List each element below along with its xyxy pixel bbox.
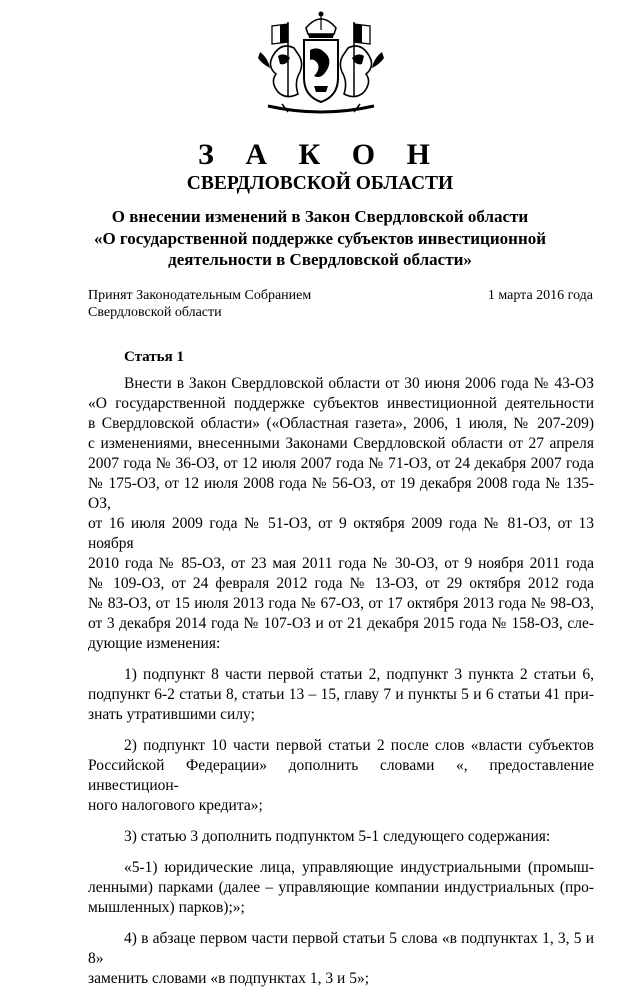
adopted-line: Свердловской области <box>88 305 222 320</box>
paragraph-line: мышленных) парков);»; <box>88 899 245 916</box>
document-subtitle: СВЕРДЛОВСКОЙ ОБЛАСТИ <box>186 173 454 194</box>
paragraph-line: 3) статью 3 дополнить подпунктом 5-1 следующего содержания: <box>124 828 551 845</box>
law-heading <box>60 206 580 271</box>
paragraph-line: № 175-ОЗ, от 12 июля 2008 года № 56-ОЗ, от 19 декабря 2008 года № 135-ОЗ, <box>88 475 594 512</box>
paragraph-line: дующие изменения: <box>88 635 221 652</box>
paragraph-line: от 3 декабря 2014 года № 107-ОЗ и от 21 декабря 2015 года № 158-ОЗ, сле- <box>88 615 594 632</box>
paragraph-line: 2) подпункт 10 части первой статьи 2 после слов «власти субъектов <box>124 737 594 754</box>
paragraph <box>88 858 594 918</box>
paragraph-line: 2010 года № 85-ОЗ, от 23 мая 2011 года № 30-ОЗ, от 9 ноября 2011 года <box>88 555 594 572</box>
paragraph-line: 2007 года № 36-ОЗ, от 12 июля 2007 года № 71-ОЗ, от 24 декабря 2007 года <box>88 455 594 472</box>
document-title: З А К О Н <box>198 138 442 171</box>
paragraph <box>88 665 594 725</box>
paragraph-line: ленными) парками (далее – управляющие компании индустриальных (про- <box>88 879 594 896</box>
coat-of-arms-icon <box>248 8 394 120</box>
paragraph-line: ного налогового кредита»; <box>88 797 263 814</box>
paragraph-line: знать утратившими силу; <box>88 706 255 723</box>
paragraph <box>88 827 594 847</box>
paragraph-line: от 16 июля 2009 года № 51-ОЗ, от 9 октября 2009 года № 81-ОЗ, от 13 ноября <box>88 515 594 552</box>
heading-line: О внесении изменений в Закон Свердловской области <box>111 207 529 226</box>
paragraph <box>88 736 594 816</box>
paragraph-line: в Свердловской области» («Областная газета», 2006, 1 июля, № 207-209) <box>88 415 594 432</box>
article-heading: Статья 1 <box>124 349 184 365</box>
paragraph-line: Внести в Закон Свердловской области от 30 июня 2006 года № 43-ОЗ <box>124 375 594 392</box>
paragraph-line: «О государственной поддержке субъектов инвестиционной деятельности <box>88 395 594 412</box>
adopted-date: 1 марта 2016 года <box>487 288 593 303</box>
paragraph-line: № 109-ОЗ, от 24 февраля 2012 года № 13-ОЗ, от 29 октября 2012 года <box>88 575 594 592</box>
paragraph <box>88 374 594 654</box>
article-body <box>88 374 594 1000</box>
paragraph-line: «5-1) юридические лица, управляющие индустриальными (промыш- <box>124 859 594 876</box>
heading-line: деятельности в Свердловской области» <box>168 250 472 269</box>
paragraph <box>88 929 594 989</box>
paragraph-line: 1) подпункт 8 части первой статьи 2, подпункт 3 пункта 2 статьи 6, <box>124 666 594 683</box>
heading-line: «О государственной поддержке субъектов инвестиционной <box>93 228 547 248</box>
paragraph-line: Российской Федерации» дополнить словами «, предоставление инвестицион- <box>88 757 594 794</box>
paragraph-line: подпункт 6-2 статьи 8, статьи 13 – 15, главу 7 и пункты 5 и 6 статьи 41 при- <box>88 686 594 703</box>
adopted-line: Принят Законодательным Собранием <box>88 288 312 303</box>
paragraph-line: с изменениями, внесенными Законами Свердловской области от 27 апреля <box>88 435 594 452</box>
adopted-by <box>88 287 311 321</box>
paragraph-line: заменить словами «в подпунктах 1, 3 и 5»; <box>88 970 369 987</box>
paragraph-line: № 83-ОЗ, от 15 июля 2013 года № 67-ОЗ, от 17 октября 2013 года № 98-ОЗ, <box>88 595 594 612</box>
paragraph-line: 4) в абзаце первом части первой статьи 5 слова «в подпунктах 1, 3, 5 и 8» <box>88 930 594 967</box>
